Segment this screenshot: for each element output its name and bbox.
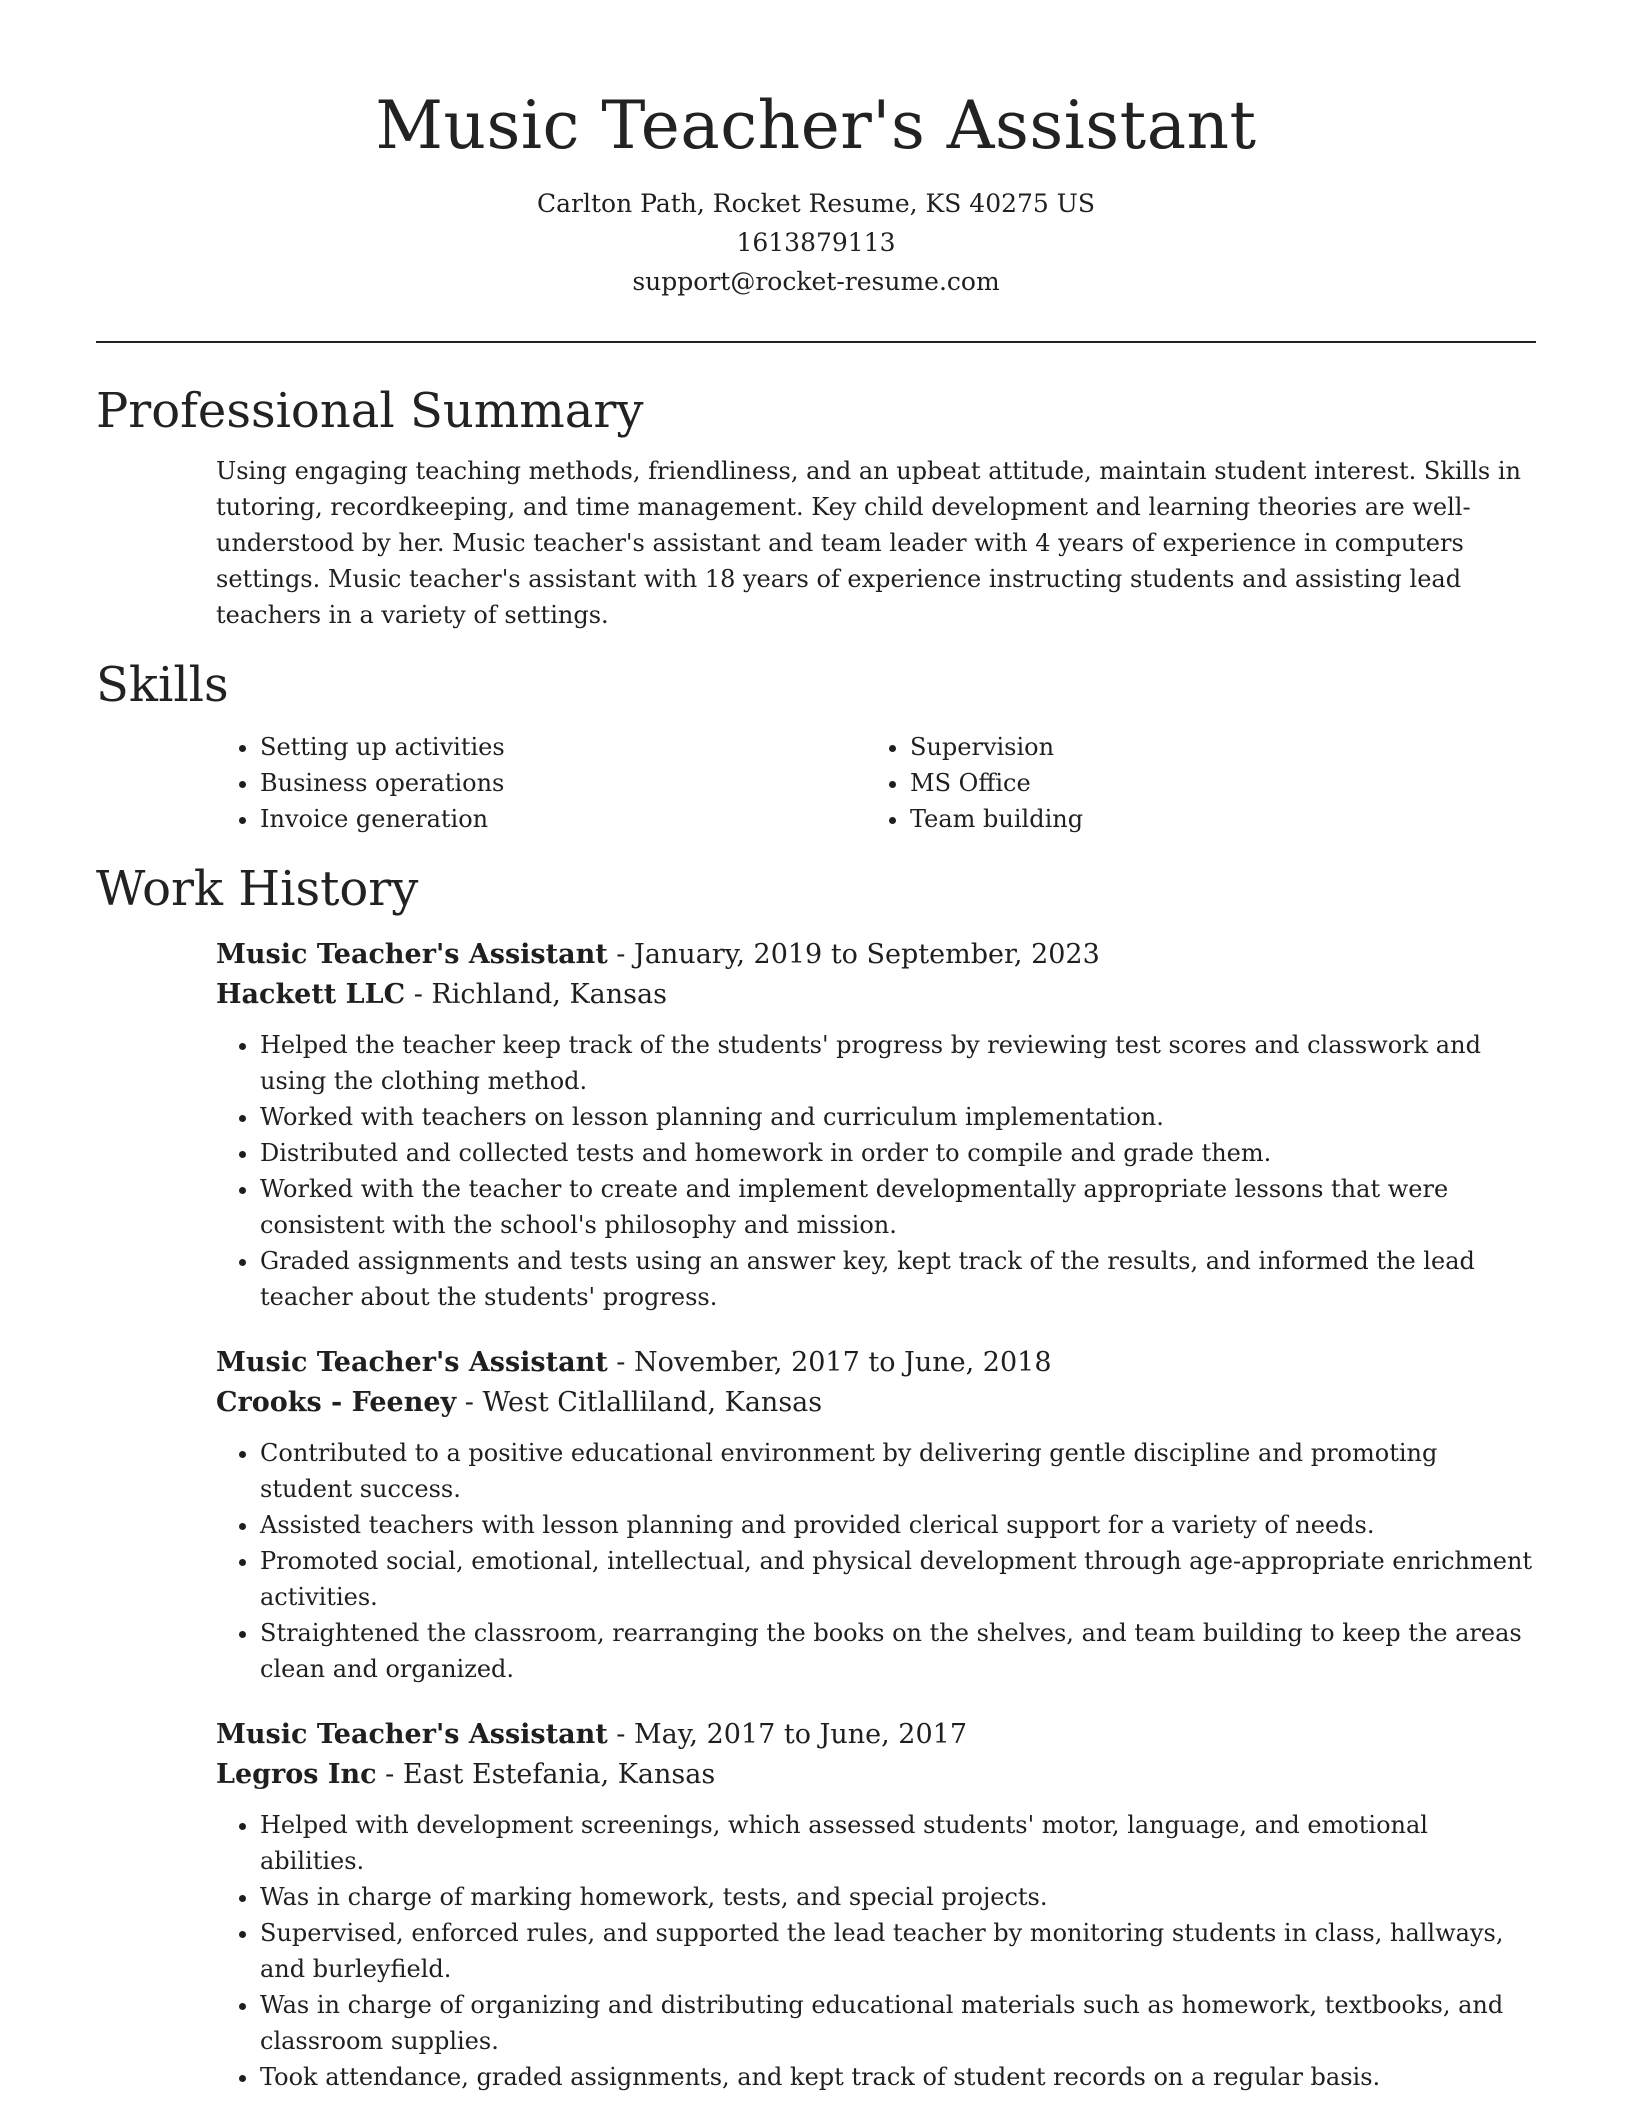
job-bullet: • Worked with teachers on lesson planning and curriculum implementation.	[260, 1099, 1536, 1135]
job-bullet: • Took attendance, graded assignments, and kept track of student records on a regular basis.	[260, 2059, 1536, 2095]
job-dates: - May, 2017 to June, 2017	[607, 1719, 968, 1750]
skill-item: • Invoice generation	[260, 801, 866, 837]
job-bullets	[216, 1807, 1536, 2095]
summary-heading: Professional Summary	[96, 383, 644, 439]
job-dates: - January, 2019 to September, 2023	[607, 939, 1100, 970]
job-title-line	[216, 1715, 1536, 1755]
job-role: Music Teacher's Assistant	[216, 1347, 608, 1378]
skill-item: • Team building	[910, 801, 1516, 837]
job-company: Hackett LLC	[216, 979, 406, 1010]
job-location: - East Estefania, Kansas	[376, 1759, 716, 1790]
work-history-section	[96, 857, 1536, 2095]
job-role: Music Teacher's Assistant	[216, 1719, 608, 1750]
job-company-line	[216, 1383, 1536, 1423]
header-divider	[96, 341, 1536, 343]
summary-paragraph: Using engaging teaching methods, friendliness, and an upbeat attitude, maintain student interest. Skills in tutoring, recordkeeping, and time management. Key child development and learning theories are well-understood by her. Music teacher's assistant and team leader with 4 years of experience in computers settings. Music teacher's assistant with 18 years of experience instructing students and assisting lead teachers in a variety of settings.	[216, 457, 1521, 629]
job-bullet: • Was in charge of marking homework, tests, and special projects.	[260, 1879, 1536, 1915]
job-company-line	[216, 1755, 1536, 1795]
job-role: Music Teacher's Assistant	[216, 939, 608, 970]
job-bullet: • Assisted teachers with lesson planning and provided clerical support for a variety of needs.	[260, 1507, 1536, 1543]
job-title-line	[216, 1343, 1536, 1383]
job-entry	[216, 935, 1536, 1315]
email-text: support@rocket-resume.com	[632, 267, 1000, 296]
phone-text: 1613879113	[736, 228, 896, 257]
job-bullet: • Was in charge of organizing and distributing educational materials such as homework, textbooks, and classroom supplies.	[260, 1987, 1536, 2059]
skills-heading: Skills	[96, 657, 229, 713]
skills-grid	[216, 729, 1536, 837]
contact-block	[96, 184, 1536, 301]
job-bullets	[216, 1435, 1536, 1687]
job-location: - Richland, Kansas	[405, 979, 667, 1010]
job-company-line	[216, 975, 1536, 1015]
job-company: Crooks - Feeney	[216, 1387, 457, 1418]
resume-header	[96, 0, 1536, 301]
skills-list-right	[866, 729, 1516, 837]
skills-list-left	[216, 729, 866, 837]
job-bullet: • Contributed to a positive educational environment by delivering gentle discipline and promoting student success.	[260, 1435, 1536, 1507]
job-bullet: • Helped the teacher keep track of the students' progress by reviewing test scores and classwork and using the clothing method.	[260, 1027, 1536, 1099]
job-company: Legros Inc	[216, 1759, 377, 1790]
job-title-line	[216, 935, 1536, 975]
skill-item: • Supervision	[910, 729, 1516, 765]
job-bullet: • Worked with the teacher to create and implement developmentally appropriate lessons that were consistent with the school's philosophy and mission.	[260, 1171, 1536, 1243]
summary-section	[96, 379, 1536, 633]
skill-item: • MS Office	[910, 765, 1516, 801]
job-location: - West Citlalliland, Kansas	[456, 1387, 823, 1418]
skills-section	[96, 653, 1536, 837]
job-bullet: • Helped with development screenings, which assessed students' motor, language, and emotional abilities.	[260, 1807, 1536, 1879]
job-entry	[216, 1343, 1536, 1687]
job-bullet: • Distributed and collected tests and homework in order to compile and grade them.	[260, 1135, 1536, 1171]
job-dates: - November, 2017 to June, 2018	[607, 1347, 1052, 1378]
job-bullet: • Straightened the classroom, rearranging the books on the shelves, and team building to keep the areas clean and organized.	[260, 1615, 1536, 1687]
job-entry	[216, 1715, 1536, 2095]
job-bullets	[216, 1027, 1536, 1315]
skill-item: • Business operations	[260, 765, 866, 801]
work-history-heading: Work History	[96, 861, 419, 917]
candidate-name: Music Teacher's Assistant	[375, 87, 1257, 164]
job-bullet: • Supervised, enforced rules, and supported the lead teacher by monitoring students in class, hallways, and burleyfield.	[260, 1915, 1536, 1987]
address-text: Carlton Path, Rocket Resume, KS 40275 US	[537, 189, 1095, 218]
job-bullet: • Promoted social, emotional, intellectual, and physical development through age-appropriate enrichment activities.	[260, 1543, 1536, 1615]
resume-page	[96, 0, 1536, 2112]
job-bullet: • Graded assignments and tests using an answer key, kept track of the results, and informed the lead teacher about the students' progress.	[260, 1243, 1536, 1315]
skill-item: • Setting up activities	[260, 729, 866, 765]
